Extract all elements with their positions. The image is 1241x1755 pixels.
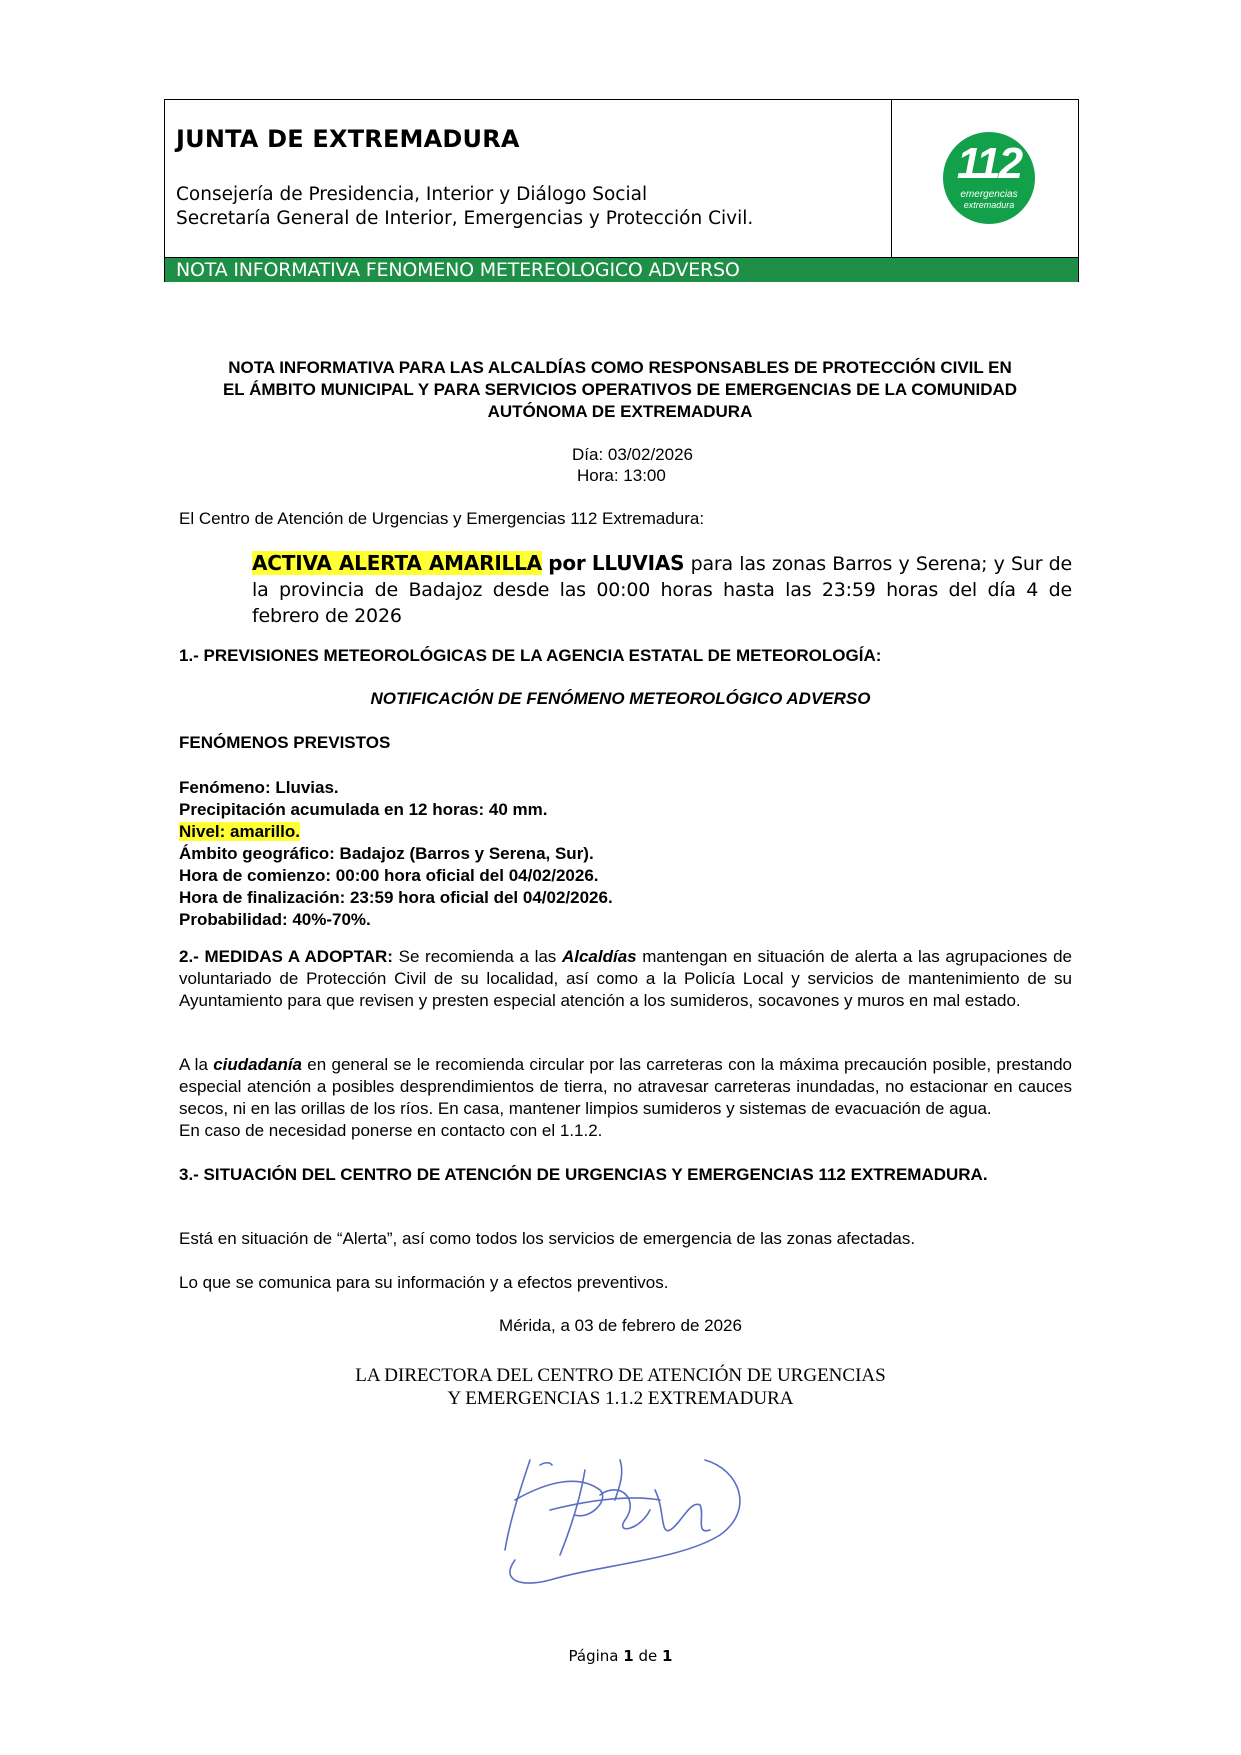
section-2-label: 2.- MEDIDAS A ADOPTAR: [179, 947, 393, 966]
handwritten-signature [490, 1440, 760, 1590]
emergency-112-logo [943, 132, 1035, 224]
probability: Probabilidad: 40%-70%. [179, 910, 371, 929]
issue-hour: Hora: 13:00 [577, 466, 666, 485]
start-time: Hora de comienzo: 00:00 hora oficial del 04/02/2026. [179, 866, 599, 885]
closing-text: Lo que se comunica para su información y a efectos preventivos. [179, 1273, 669, 1292]
alert-statement [252, 550, 1072, 629]
signatory-line-1: LA DIRECTORA DEL CENTRO DE ATENCIÓN DE URGENCIAS [355, 1365, 886, 1386]
department-name: Consejería de Presidencia, Interior y Diálogo Social [176, 184, 648, 205]
alert-por: por [548, 551, 586, 575]
place-and-date: Mérida, a 03 de febrero de 2026 [499, 1316, 742, 1335]
phenomena-list [179, 777, 613, 931]
alert-level-text: Nivel: amarillo. [179, 822, 300, 841]
logo-line-1: emergencias [960, 189, 1018, 200]
letterhead-logo-cell [892, 100, 1078, 257]
alert-level [179, 821, 613, 843]
intro-text: El Centro de Atención de Urgencias y Emergencias 112 Extremadura: [179, 509, 705, 528]
section-2-emphasis: Alcaldías [561, 947, 637, 966]
page-number [0, 1647, 1241, 1665]
citizens-text-b: en general se le recomienda circular por las carreteras con la máxima precaución posible, prestando especial atención a posibles desprendimientos de tierra, no atravesar carreteras inundadas, no estacionar en cauces secos, ni en las orillas de los ríos. En casa, mantener limpios sumideros y sistemas de evacuación de agua. [179, 1055, 1072, 1118]
signatory-title [0, 1364, 1241, 1410]
title-line: NOTA INFORMATIVA PARA LAS ALCALDÍAS COMO RESPONSABLES DE PROTECCIÓN CIVIL EN [228, 358, 1012, 377]
signatory-line-2: Y EMERGENCIAS 1.1.2 EXTREMADURA [447, 1388, 794, 1409]
contact-note: En caso de necesidad ponerse en contacto con el 1.1.2. [179, 1121, 603, 1140]
notification-heading: NOTIFICACIÓN DE FENÓMENO METEOROLÓGICO ADVERSO [370, 689, 871, 708]
section-3-heading: 3.- SITUACIÓN DEL CENTRO DE ATENCIÓN DE URGENCIAS Y EMERGENCIAS 112 EXTREMADURA. [179, 1165, 988, 1184]
secretariat-name: Secretaría General de Interior, Emergencias y Protección Civil. [176, 208, 754, 229]
end-time: Hora de finalización: 23:59 hora oficial del 04/02/2026. [179, 888, 613, 907]
title-line: EL ÁMBITO MUNICIPAL Y PARA SERVICIOS OPERATIVOS DE EMERGENCIAS DE LA COMUNIDAD [222, 380, 1018, 399]
page-current: 1 [623, 1647, 634, 1665]
geographic-scope: Ámbito geográfico: Badajoz (Barros y Serena, Sur). [179, 844, 594, 863]
citizens-text-a: A la [179, 1055, 208, 1074]
document-type-band: NOTA INFORMATIVA FENOMENO METEREOLOGICO ADVERSO [165, 257, 1078, 282]
logo-line-2: extremadura [963, 200, 1015, 210]
phenomenon-type: Fenómeno: Lluvias. [179, 778, 339, 797]
page-of: de [638, 1647, 658, 1665]
center-status: Está en situación de “Alerta”, así como todos los servicios de emergencia de las zonas afectadas. [179, 1229, 916, 1248]
alert-details: para las zonas Barros y Serena; y Sur de la provincia de Badajoz desde las 00:00 horas hasta las 23:59 horas del día 4 de febrero de 2026 [252, 553, 1072, 627]
logo-number: 112 [956, 139, 1022, 188]
issue-date: Día: 03/02/2026 [572, 445, 693, 464]
phenomena-heading: FENÓMENOS PREVISTOS [179, 733, 391, 752]
section-1-heading: 1.- PREVISIONES METEOROLÓGICAS DE LA AGENCIA ESTATAL DE METEOROLOGÍA: [179, 646, 882, 665]
page-prefix: Página [568, 1647, 619, 1665]
section-2-text-b: mantengan en situación de alerta a las agrupaciones de voluntariado de Protección Civil de su localidad, así como a la Policía Local y servicios de mantenimiento de su Ayuntamiento para que revisen y presten especial atención a los sumideros, socavones y muros en mal estado. [179, 947, 1072, 1010]
precipitation: Precipitación acumulada en 12 horas: 40 mm. [179, 800, 548, 819]
page-total: 1 [662, 1647, 673, 1665]
alert-phenomenon: LLUVIAS [591, 551, 685, 575]
organization-name: JUNTA DE EXTREMADURA [176, 125, 520, 153]
citizen-recommendations [179, 1054, 1072, 1120]
section-2-measures [179, 946, 1072, 1012]
alert-highlight: ACTIVA ALERTA AMARILLA [252, 551, 542, 575]
citizens-emphasis: ciudadanía [213, 1055, 303, 1074]
letterhead [164, 99, 1079, 282]
document-title [175, 357, 1065, 423]
letterhead-text-cell [165, 100, 892, 257]
title-line: AUTÓNOMA DE EXTREMADURA [487, 402, 753, 421]
section-2-text-a: Se recomienda a las [398, 947, 557, 966]
